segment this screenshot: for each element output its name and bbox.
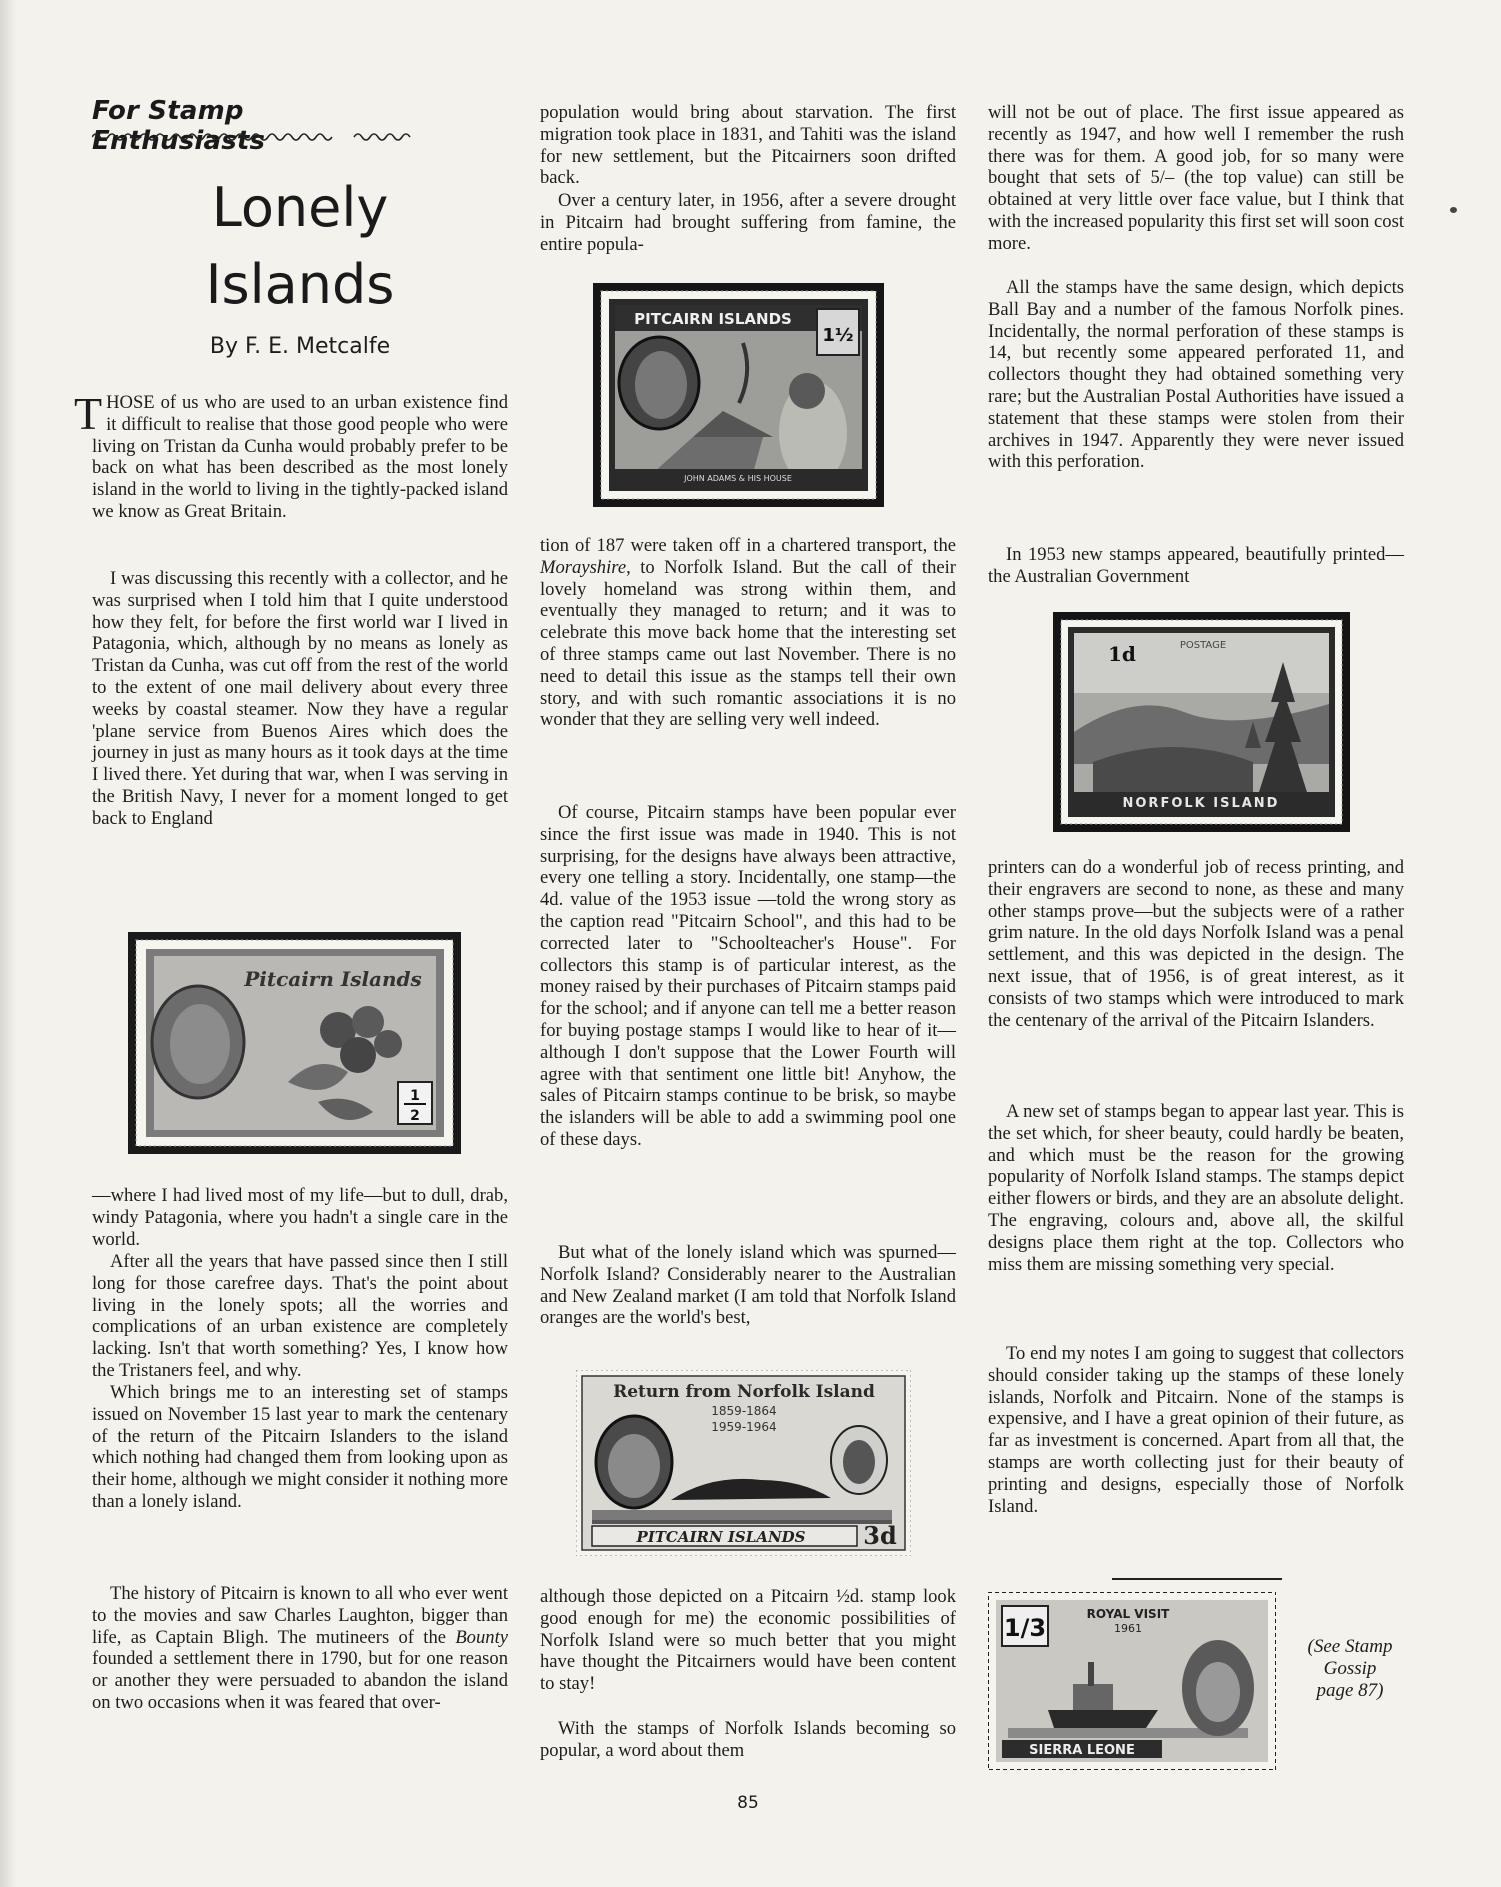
article-title-line2: Islands (205, 253, 395, 316)
stamp-name: NORFOLK ISLAND (1122, 796, 1280, 811)
col2-para-5: But what of the lonely island which was spurned—Norfolk Island? Considerably nearer to the Australian and New Zealand market (I am told that Norfolk Island oranges are the world's best, (540, 1242, 956, 1329)
stamp-value: 1/3 (1003, 1614, 1047, 1642)
stamp-line3: 1959-1964 (711, 1420, 777, 1434)
col3-para-3: In 1953 new stamps appeared, beautifully printed—the Australian Government (988, 544, 1404, 587)
page-number: 85 (737, 1793, 759, 1813)
stamp-caption: JOHN ADAMS & HIS HOUSE (684, 474, 792, 483)
stamp-value: 1d (1108, 642, 1136, 666)
stamp-name: PITCAIRN ISLANDS (634, 310, 792, 328)
col2-para-6: although those depicted on a Pitcairn ½d. stamp look good enough for me) the economic possibilities of Norfolk Island were so much better that you might have thought the Pitcairners would have been content to stay! (540, 1586, 956, 1695)
col3-para-4: printers can do a wonderful job of recess printing, and their engravers are second to none, as these and many other stamps prove—but the subjects were of a rather grim nature. In the old days Norfolk Island was a penal settlement, and this was depicted in the design. The next issue, that of 1956, is of great interest, as it consists of two stamps which were introduced to mark the centenary of the arrival of the Pitcairn Islanders. (988, 857, 1404, 1031)
stamp-norfolk-pines (1053, 612, 1350, 832)
col1-para-3: —where I had lived most of my life—but to dull, drab, windy Patagonia, where you hadn't a single care in the world. (92, 1185, 508, 1250)
col1-para-4: After all the years that have passed since then I still long for those carefree days. That's the point about living in the lonely spots; all the worries and complications of an urban existence are completely lacking. Isn't that worth something? Yes, I know how the Tristaners feel, and why. (92, 1251, 508, 1381)
drop-cap: T (74, 388, 103, 439)
col1-para-2: I was discussing this recently with a collector, and he was surprised when I told him that I quite understood how they felt, for before the first world war I lived in Patagonia, which, although by no means as lonely as Tristan da Cunha, was cut off from the rest of the world to the extent of one mail delivery about every three weeks by coastal steamer. Now they have a regular 'plane service from Buenos Aires which does the journey in just as many hours as it took days at the time I lived there. Yet during that war, when I was serving in the British Navy, I never for a moment longed to get back to England (92, 568, 508, 829)
stamp-line1: Return from Norfolk Island (613, 1382, 875, 1402)
stamp-sierra-leone (988, 1592, 1276, 1770)
page-edge-shadow (0, 0, 16, 1887)
footer-rule (1112, 1578, 1282, 1580)
margin-mark (1450, 207, 1457, 213)
stamp-value: 1½ (822, 325, 854, 346)
col3-para-5: A new set of stamps began to appear last year. This is the set which, for sheer beauty, could hardly be beaten, and which must be the reason for the growing popularity of Norfolk Island stamps. The stamps depict either flowers or birds, and they are an absolute delight. The engraving, colours and, above all, the skilful designs place them right at the top. Collectors who miss them are missing something very special. (988, 1101, 1404, 1275)
stamp-name: PITCAIRN ISLANDS (636, 1528, 806, 1546)
col2-para-1: population would bring about starvation. The first migration took place in 1831, and Tahiti was the island for new settlement, but the Pitcairners soon drifted back. (540, 102, 956, 189)
col1-para-5: Which brings me to an interesting set of stamps issued on November 15 last year to mark the centenary of the return of the Pitcairn Islanders to the island which nothing had changed them from looking upon as their home, although we might consider it nothing more than a lonely island. (92, 1382, 508, 1512)
byline: By F. E. Metcalfe (209, 334, 391, 359)
stamp-name: SIERRA LEONE (1029, 1743, 1135, 1758)
stamp-value: 3d (863, 1521, 897, 1550)
article-title-line1: Lonely (211, 176, 389, 239)
stamp-top: ROYAL VISIT (1086, 1607, 1170, 1621)
stamp-value-den: 2 (410, 1108, 420, 1124)
stamp-return-from-norfolk (576, 1370, 911, 1556)
section-kicker: For Stamp Enthusiasts (92, 96, 266, 156)
see-gossip-caption: (See Stamp Gossip page 87) (1307, 1636, 1393, 1701)
stamp-value-num: 1 (410, 1088, 420, 1104)
col2-para-7: With the stamps of Norfolk Islands becoming so popular, a word about them (540, 1718, 956, 1761)
stamp-year: 1961 (1114, 1622, 1142, 1635)
col3-para-1: will not be out of place. The first issue appeared as recently as 1947, and how well I remember the rush there was for them. A good job, for so many were bought that sets of 5/– (the top value) can still be obtained at very little over face value, but I think that with the increased popularity this first set will soon cost more. (988, 102, 1404, 254)
col1-para-6: The history of Pitcairn is known to all who ever went to the movies and saw Charles Laughton, bigger than life, as Captain Bligh. The mutineers of the Bounty founded a settlement there in 1790, but for one reason or another they were persuaded to abandon the island on two occasions when it was feared that over- (92, 1583, 508, 1713)
stamp-line2: 1859-1864 (711, 1404, 777, 1418)
col3-para-6: To end my notes I am going to suggest that collectors should consider taking up the stamps of these lonely islands, Norfolk and Pitcairn. None of the stamps is expensive, and I have a great opinion of their future, as far as investment is concerned. Apart from all that, the stamps are worth collecting just for their beauty of printing and designs, especially those of Norfolk Island. (988, 1343, 1404, 1517)
col2-para-2: Over a century later, in 1956, after a severe drought in Pitcairn had brought suffering from famine, the entire popula- (540, 190, 956, 255)
col1-para-1: THOSE of us who are used to an urban existence find it difficult to realise that those good people who were living on Tristan da Cunha would probably prefer to be back on what has been described as the most lonely island in the world to living in the tightly-packed island we know as Great Britain. (74, 388, 508, 522)
stamp-pitcairn-house (593, 283, 884, 507)
col2-para-4: Of course, Pitcairn stamps have been popular ever since the first issue was made in 1940. This is not surprising, for the designs have always been attractive, every one telling a story. Incidentally, one stamp—the 4d. value of the 1953 issue —told the wrong story as the caption read "Pitcairn School", and this had to be corrected later to "Schoolteacher's House". For collectors this stamp is of particular interest, as the money raised by their purchases of Pitcairn stamps paid for the school; and if anyone can tell me a better reason for buying postage stamps I would like to hear of it—although I don't suppose that the Lower Fourth will agree with that sentiment one little bit! Anyhow, the sales of Pitcairn stamps continue to be brisk, so maybe the islanders will be able to add a swimming pool one of these days. (540, 802, 956, 1150)
stamp-name: Pitcairn Islands (244, 967, 422, 991)
wavy-underline (92, 130, 417, 144)
col3-para-2: All the stamps have the same design, which depicts Ball Bay and a number of the famous Norfolk pines. Incidentally, the normal perforation of these stamps is 14, but recently some appeared perforated 11, and collectors thought they had obtained something very rare; but the Australian Postal Authorities have issued a statement that these stamps were stolen from their archives in 1947. Apparently they were never issued with this perforation. (988, 277, 1404, 473)
stamp-pitcairn-oranges (128, 932, 461, 1154)
col2-para-3: tion of 187 were taken off in a chartered transport, the Morayshire, to Norfolk Island. But the call of their lovely homeland was strong within them, and eventually they managed to return; and it was to celebrate this move back home that the interesting set of three stamps came out last November. There is no need to detail this issue as the stamps tell their own story, and with such romantic associations it is no wonder that they are selling very well indeed. (540, 535, 956, 731)
stamp-top: POSTAGE (1179, 640, 1227, 651)
